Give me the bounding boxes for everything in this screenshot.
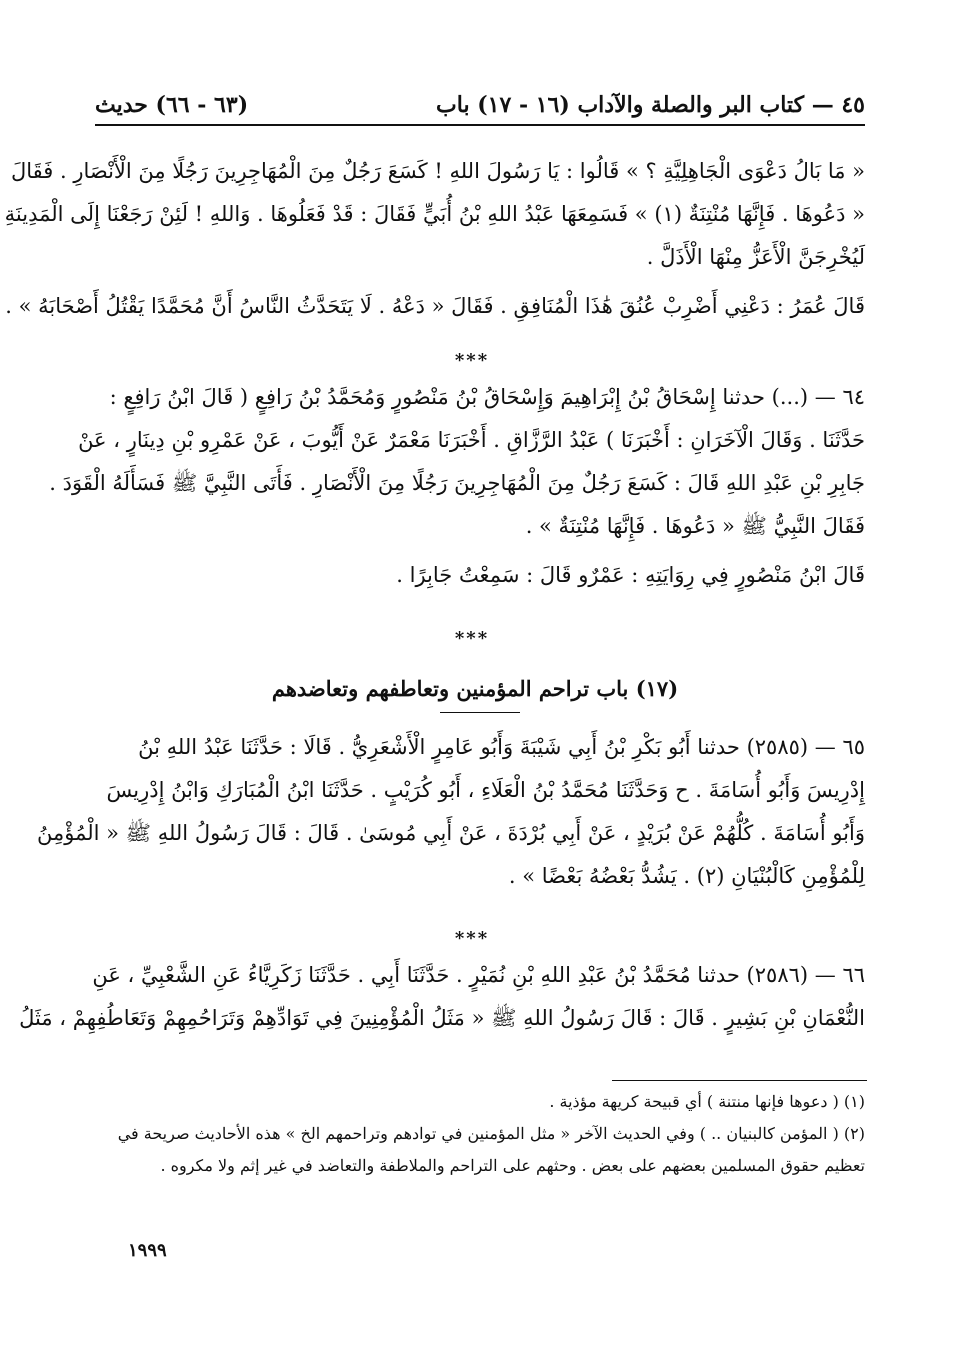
hadith-66 bbox=[19, 954, 865, 1046]
hadith-65 bbox=[37, 726, 865, 904]
text-line: النُّعْمَانِ بْنِ بَشِيرٍ . قَالَ : قَالَ رَسُولُ اللهِ ﷺ « مَثَلُ الْمُؤْمِنِينَ فِي تَوَادِّهِمْ وَتَرَاحُمِهِمْ وَتَعَاطُفِهِمْ ، مَثَلُ bbox=[19, 1006, 865, 1030]
chapter-underline bbox=[440, 712, 520, 713]
text-section-1 bbox=[4, 150, 865, 334]
footnotes bbox=[85, 1086, 865, 1182]
footnote-rule bbox=[612, 1080, 867, 1081]
text-line: قَالَ ابْنُ مَنْصُورٍ فِي رِوَايَتِهِ : عَمْرٌو قَالَ : سَمِعْتُ جَابِرًا . bbox=[396, 563, 865, 587]
paragraph bbox=[37, 726, 865, 898]
text-line: جَابِرِ بْنِ عَبْدِ اللهِ قَالَ : كَسَعَ رَجُلٌ مِنَ الْمُهَاجِرِينَ رَجُلًا مِنَ الْأَنْصَارِ . فَأَتَى النَّبِيَّ ﷺ فَسَأَلَهُ الْقَوَدَ . bbox=[49, 471, 865, 495]
header-chapter-title: ٤٥ — كتاب البر والصلة والآداب (١٦ - ١٧) باب bbox=[436, 92, 865, 118]
header-rule bbox=[95, 124, 865, 126]
hadith-64 bbox=[49, 376, 865, 603]
text-line: لِلْمُؤْمِنِ كَالْبُنْيَانِ (٢) . يَشُدُّ بَعْضُهُ بَعْضًا » . bbox=[508, 864, 865, 888]
text-line: حَدَّثَنَا . وَقَالَ الْآخَرَانِ : أَخْبَرَنَا ) عَبْدُ الرَّزَّاقِ . أَخْبَرَنَا مَعْمَرٌ عَنْ أَيُّوبَ ، عَنْ عَمْرِو بْنِ دِينَارٍ ، عَنْ bbox=[78, 428, 865, 452]
paragraph bbox=[4, 150, 865, 279]
text-line: إِدْرِيسَ وَأَبُو أُسَامَةَ . ح وَحَدَّثَنَا مُحَمَّدُ بْنُ الْعَلَاءِ ، أَبُو كُرَيْبٍ . حَدَّثَنَا ابْنُ الْمُبَارَكِ وَابْنُ إِدْرِيسَ bbox=[106, 778, 865, 802]
footnote-line: (١) ( دعوها فإنها منتنة ) أي قبيحة كريهة مؤذية . bbox=[549, 1092, 865, 1111]
separator-stars: *** bbox=[454, 350, 490, 371]
chapter-title: (١٧) باب تراحم المؤمنين وتعاطفهم وتعاضدهم bbox=[271, 676, 679, 701]
paragraph bbox=[5, 285, 865, 328]
text-line: قَالَ عُمَرُ : دَعْنِي أَضْرِبْ عُنُقَ هَٰذَا الْمُنَافِقِ . فَقَالَ « دَعْهُ . لَا يَتَحَدَّثُ النَّاسُ أَنَّ مُحَمَّدًا يَقْتُلُ أَصْحَابَهُ » . bbox=[5, 294, 865, 318]
text-line: « دَعُوهَا . فَإِنَّهَا مُنْتِنَةٌ (١) » فَسَمِعَهَا عَبْدُ اللهِ بْنُ أُبَيٍّ فَقَالَ : قَدْ فَعَلُوهَا . وَاللهِ ! لَئِنْ رَجَعْنَا إِلَى الْمَدِينَةِ bbox=[4, 202, 865, 226]
text-line: لَيُخْرِجَنَّ الْأَعَزُّ مِنْهَا الْأَذَلَّ . bbox=[646, 245, 865, 269]
paragraph bbox=[19, 954, 865, 1040]
paragraph bbox=[49, 376, 865, 548]
text-line: وَأَبُو أُسَامَةَ . كُلُّهُمْ عَنْ بُرَيْدٍ ، عَنْ أَبِي بُرْدَةَ ، عَنْ أَبِي مُوسَىٰ . قَالَ : قَالَ رَسُولُ اللهِ ﷺ « الْمُؤْمِنُ bbox=[37, 821, 865, 845]
text-line: فَقَالَ النَّبِيُّ ﷺ « دَعُوهَا . فَإِنَّهَا مُنْتِنَةٌ » . bbox=[525, 514, 865, 538]
paragraph bbox=[85, 554, 865, 597]
footnote-line: (٢) ( المؤمن كالبنيان .. ) وفي الحديث الآخر « مثل المؤمنين في توادهم وتراحمهم الخ » هذه الأحاديث صريحة في bbox=[117, 1124, 865, 1143]
running-header bbox=[95, 84, 865, 124]
footnote-line: تعظيم حقوق المسلمين بعضهم على بعض . وحثهم على التراحم والملاطفة والتعاضد في غير إثم ولا مكروه . bbox=[160, 1156, 865, 1175]
text-line: ٦٥ — (٢٥٨٥) حدثنا أَبُو بَكْرِ بْنُ أَبِي شَيْبَةَ وَأَبُو عَامِرٍ الْأَشْعَرِيُّ . قَالَا : حَدَّثَنَا عَبْدُ اللهِ بْنُ bbox=[138, 735, 865, 759]
page-number: ١٩٩٩ bbox=[128, 1240, 167, 1261]
text-line: ٦٦ — (٢٥٨٦) حدثنا مُحَمَّدُ بْنُ عَبْدِ اللهِ بْنِ نُمَيْرٍ . حَدَّثَنَا أَبِي . حَدَّثَنَا زَكَرِيَّاءُ عَنِ الشَّعْبِيِّ ، عَنِ bbox=[92, 963, 865, 987]
separator-stars: *** bbox=[454, 628, 490, 649]
header-hadith-range: (٦٣ - ٦٦) حديث bbox=[95, 92, 249, 118]
text-line: « مَا بَالُ دَعْوَى الْجَاهِلِيَّةِ ؟ » قَالُوا : يَا رَسُولَ اللهِ ! كَسَعَ رَجُلٌ مِنَ الْمُهَاجِرِينَ رَجُلًا مِنَ الْأَنْصَارِ . فَقَالَ bbox=[10, 159, 865, 183]
text-line: ٦٤ — (...) حدثنا إِسْحَاقُ بْنُ إِبْرَاهِيمَ وَإِسْحَاقُ بْنُ مَنْصُورٍ وَمُحَمَّدُ بْنُ رَافِعٍ ( قَالَ ابْنُ رَافِعٍ : bbox=[109, 385, 865, 409]
separator-stars: *** bbox=[454, 928, 490, 949]
